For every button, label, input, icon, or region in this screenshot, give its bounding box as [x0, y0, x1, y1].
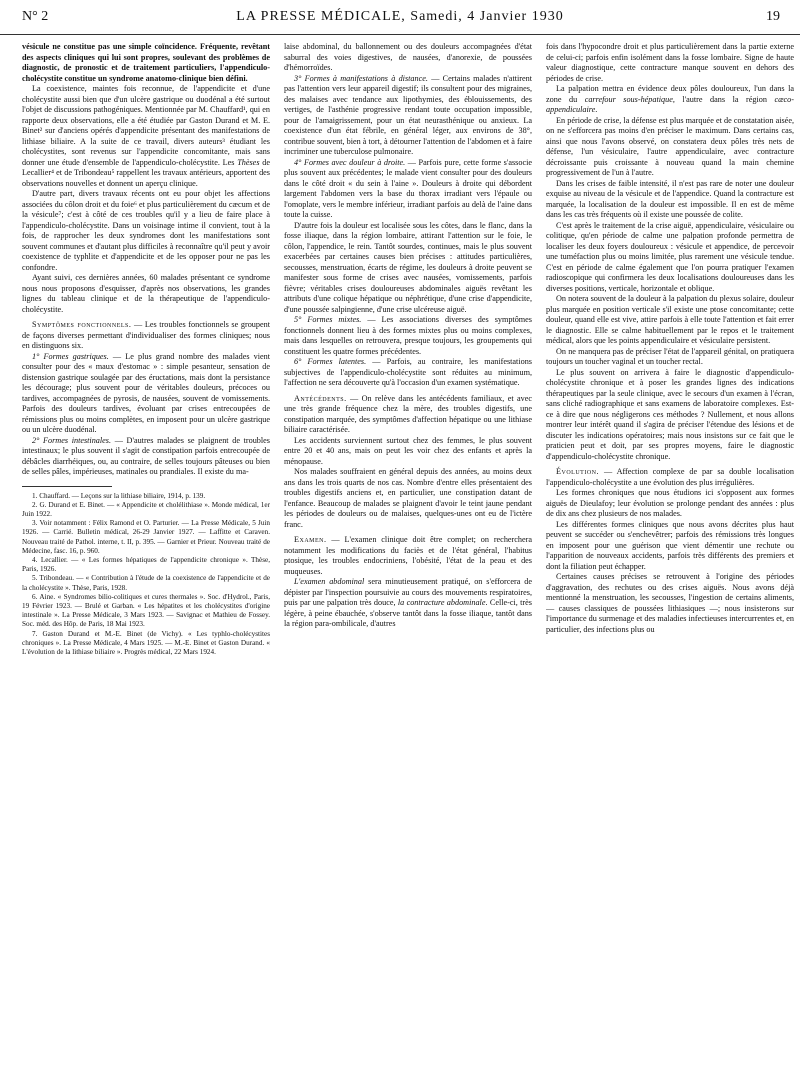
paragraph: fois dans l'hypocondre droit et plus particulièrement dans la partie externe de celui-ci; parfois enfin isolément dans la fosse lombaire. Signe de haute valeur diagnostique, cette contracture manque souvent en dehors des périodes de crise.: [546, 42, 794, 83]
paragraph: Dans les crises de faible intensité, il n'est pas rare de noter une douleur exquise au niveau de la vésicule et de l'appendice. Quand la contracture est marquée, la localisation de la douleur est impossible. Il en est de même dans les cas très fréquents où il existe une poussée de colite.: [546, 178, 794, 219]
paragraph: Nos malades souffraient en général depuis des années, au moins deux ans dans les trois quarts de nos cas. Nombre d'entre elles présentaient des troubles digestifs anciens et, en particulier, une constipation datant de l'enfance. Beaucoup de malades se plaignent d'avoir le teint jaune pendant les périodes de douleurs ou de malaises, quelques-unes ont eu de l'ictère franc.: [284, 467, 532, 529]
section-heading: Symptômes fonctionnels.: [32, 320, 132, 329]
paragraph: La coexistence, maintes fois reconnue, de l'appendicite et d'une cholécystite aussi bien que d'un ulcère gastrique ou duodénal a été surtout l'objet de discussions pathogéniques. Mentionnée par M. Chauffard¹, qui en rapporte deux observations, elle a été étudiée par Gaston Durand et M. E. Binet² sur d'anciens opérés d'appendicite présentant des manifestations de lithiase biliaire. A la suite de ce travail, divers auteurs³ étudiant les cholécystites, sont revenus sur l'appendicite concomitante, mais sans donner une étude d'ensemble de l'appendiculo-cholécystite. Les Thèses de Lecallier⁴ et de Tribondeau⁵ rappellent les travaux antérieurs, apportent des observations nouvelles et donnent un aperçu clinique.: [22, 84, 270, 188]
section-heading: Examen.: [294, 535, 327, 544]
paragraph: Les différentes formes cliniques que nous avons décrites plus haut peuvent se succéder ou s'enchevêtrer; parfois des rémissions très longues en imposent pour une guérison que vient démentir une rechute ou l'apparition de nouveaux accidents, parfois très différents des premiers et dont la filiation peut échapper.: [546, 519, 794, 571]
section-antecedents: Antécédents. — On relève dans les antécédents familiaux, et avec une très grande fréquence chez la mère, des troubles digestifs, une constipation marquée, des symptômes d'affection hépatique ou une lithiase biliaire caractérisée.: [284, 393, 532, 434]
column-2: [284, 42, 532, 1074]
column-3: [546, 42, 794, 1074]
page-number-right: 19: [766, 9, 780, 24]
section-examen: Examen. — L'examen clinique doit être complet; on recherchera notamment les modifications du faciès et de l'état général, l'habitus ptosique, les troubles endocriniens, l'obésité, l'état de la peau et des muqueuses.: [284, 535, 532, 576]
page-number-left: N° 2: [22, 9, 49, 24]
paragraph: C'est après le traitement de la crise aiguë, appendiculaire, vésiculaire ou colitique, qu'en période de calme une palpation profonde permettra de localiser les deux foyers douloureux : vésicule et appendice, de percevoir une tuméfaction plus ou moins limitée, plus rarement une vésicule tendue. C'est en période de calme également que l'on pourra pratiquer l'examen radioscopique qui confirmera les deux localisations douloureuses dans les diverses positions, verticale, horizontale et oblique.: [546, 220, 794, 293]
footnote: 4. Lecallier. — « Les formes hépatiques de l'appendicite chronique ». Thèse, Paris, 1926.: [22, 555, 270, 574]
paragraph: La palpation mettra en évidence deux pôles douloureux, l'un dans la zone du carrefour sous-hépatique, l'autre dans la région cæco-appendiculaire.: [546, 84, 794, 114]
footnote: 6. Aine. « Syndromes bilio-colitiques et cures thermales ». Soc. d'Hydrol., Paris, 19 Février 1923. — Brulé et Garban. « Les hépatites et les cholécystites d'origine intestinale ». La Presse Médicale, 3 Mars 1923. — Savignac et Mathieu de Fossey. Soc. méd. des Hôp. de Paris, 18 Mai 1923.: [22, 592, 270, 629]
paragraph: 6° Formes latentes. — Parfois, au contraire, les manifestations subjectives de l'appendiculo-cholécystite sont réduites au minimum, l'affection ne sera découverte qu'à l'occasion d'un examen systématique.: [284, 357, 532, 387]
footnote: 1. Chauffard. — Leçons sur la lithiase biliaire, 1914, p. 139.: [32, 491, 206, 500]
paragraph: Le plus souvent on arrivera à faire le diagnostic d'appendiculo-cholécystite chronique et à poser les grandes lignes des indications thérapeutiques par la seule clinique, avec le secours d'un examen à l'écran, sans cliché radiographique et sans examens de laboratoire complexes. Est-ce à dire que nous négligerons ces méthodes ? Nullement, et nous allons montrer leur intérêt quand il s'agira de préciser l'étendue des lésions et de discuter les indications opératoires; mais nous insistons sur ce fait que le praticien peut et doit, par ses propres moyens, faire le diagnostic d'appendiculo-cholécystite chronique.: [546, 367, 794, 461]
footnote: 3. Voir notamment : Félix Ramond et O. Parturier. — La Presse Médicale, 5 Juin 1926. — Carrié. Bulletin médical, 26-29 Janvier 1927. — Laffitte et Caraven. Nouveau traité de Pathol. interne, t. II, p. 395. — Garnier et Prieur. Nouveau traité de Médecine, fasc. 16, p. 960.: [22, 519, 270, 555]
paragraph: On notera souvent de la douleur à la palpation du plexus solaire, douleur plus marquée en position verticale s'il existe une ptose concomitante; cette douleur, quand elle est vive, attire parfois à elle toute l'attention et fait errer le diagnostic. Elle se calme habituellement par le repos et le traitement médical, alors que les points appendiculaire et vésiculaire persistent.: [546, 294, 794, 345]
section-heading: Antécédents.: [294, 393, 347, 403]
section-symptomes: Symptômes fonctionnels. — Les troubles fonctionnels se groupent de façons diverses permettant d'individualiser des formes cliniques; nous en distinguons six.: [22, 320, 270, 350]
paragraph: 1° Formes gastriques. — Le plus grand nombre des malades vient consulter pour des « maux d'estomac » : simple pesanteur, sensation de distension gastrique soulagée par des éructations, mais dont la persistance les décourage; plus souvent pour de véritables douleurs, précoces ou tardives, accompagnées de pyrosis, de nausées, souvent de vomissements. Parfois des douleurs tardives, évoluant par crises entrecoupées de rémissions plus ou moins complètes, en imposent pour un ulcère gastrique ou un ulcère duodénal.: [22, 351, 270, 434]
paragraph: D'autre part, divers travaux récents ont eu pour objet les affections associées du côlon droit et du foie⁶ et plus particulièrement du cæcum et de la vésicule⁷; c'est à côté de ces troubles qu'il y a lieu de faire place à l'appendiculo-cholécystite. Dans un voisinage intime il convient, tout à la fois, de rapprocher les deux syndromes dont les manifestations sont souvent communes et d'autant plus difficiles à reconnaître qu'il peut y avoir coexistence de typhlite et d'appendicite et de les opposer pour ne pas les confondre.: [22, 189, 270, 272]
paragraph: 2° Formes intestinales. — D'autres malades se plaignent de troubles intestinaux; le plus souvent il s'agit de constipation parfois entrecoupée de débâcles diarrhéiques, ou, au contraire, de selles toujours pâteuses ou bien de selles pâles, impérieuses, matinales ou prandiales. Il existe du ma-: [22, 435, 270, 476]
page-header: [0, 0, 800, 35]
paragraph: On ne manquera pas de préciser l'état de l'appareil génital, on pratiquera toujours un toucher vaginal et un toucher rectal.: [546, 346, 794, 366]
section-heading: Évolution.: [556, 467, 600, 476]
footnote-divider: [22, 486, 112, 487]
footnote: 5. Tribondeau. — « Contribution à l'étude de la coexistence de l'appendicite et de la cholécystite ». Thèse, Paris, 1928.: [22, 574, 270, 592]
paragraph: 5° Formes mixtes. — Les associations diverses des symptômes fonctionnels donnent lieu à des formes mixtes plus ou moins complexes, mais dans lesquelles on retrouvera, presque toujours, les groupements qui constituent les quatre formes précédentes.: [284, 315, 532, 356]
paragraph: Ayant suivi, ces dernières années, 60 malades présentant ce syndrome nous nous proposons d'esquisser, d'après nos observations, les grandes lignes du tableau clinique et de la thérapeutique de l'appendiculo-cholécystite.: [22, 273, 270, 314]
column-1: [22, 42, 270, 1074]
paragraph: Certaines causes précises se retrouvent à l'origine des périodes d'aggravation, des rechutes ou des crises aiguës. Nous avons déjà mentionné la menstruation, les secousses, l'ingestion de certains aliments, — causes classiques de poussées lithiasiques —; nous insisterons sur l'importance du surmenage et des maladies infectieuses intercurrentes et, en particulier, des infections plus ou: [546, 572, 794, 634]
paragraph: D'autre fois la douleur est localisée sous les côtes, dans le flanc, dans la fosse iliaque, dans la région lombaire, attirant l'attention sur le foie, le côlon, l'appendice, le rein. Tantôt sourdes, continues, mais le plus souvent exacerbées par certaines causes bien précises : attitudes particulières, secousses, menstruation, écarts de régime, les douleurs à droite peuvent se manifester sous forme de crises avec nausées, vomissements, parfois fièvre; véritables crises douloureuses abdominales aiguës revêtant les attributs d'une colique hépatique ou néphrétique, d'une crise d'appendicite, d'une poussée salpingienne, d'une crise ulcéreuse aiguë.: [284, 220, 532, 314]
paragraph: 4° Formes avec douleur à droite. — Parfois pure, cette forme s'associe plus souvent aux précédentes; le malade vient consulter pour des douleurs dans le côté droit « du sein à l'aine ». Douleurs à droite qui débordent largement l'abdomen vers la base du thorax irradiant vers l'épaule ou l'omoplate, vers le membre inférieur, irradiant parfois au delà de l'aine dans toute la cuisse.: [284, 157, 532, 219]
paragraph: laise abdominal, du ballonnement ou des douleurs accompagnées d'état saburral des voies digestives, de nausées, d'anorexie, de poussées d'hémorroïdes.: [284, 42, 532, 72]
paragraph: En période de crise, la défense est plus marquée et de constatation aisée, on ne s'efforcera pas moins d'en préciser le maximum. Dans certains cas, ainsi que nous l'avons observé, on constatera deux pôles très nets de défense, l'un vésiculaire, l'autre appendiculaire, avec contracture décroissante puis croissante à nouveau quand la main chemine progressivement de l'un à l'autre.: [546, 115, 794, 177]
footnote: 7. Gaston Durand et M.-E. Binet (de Vichy). « Les typhlo-cholécystites chroniques ». La Presse Médicale, 4 Mars 1925. — M.-E. Binet et Gaston Durand. « L'évolution de la lithiase biliaire ». Progrès médical, 22 Mars 1924.: [22, 629, 270, 656]
paragraph: L'examen abdominal sera minutieusement pratiqué, on s'efforcera de dépister par l'inspection poursuivie au cours des mouvements respiratoires, puis par une palpation très douce, la contracture abdominale. Celle-ci, très légère, à peine ébauchée, s'observe tantôt dans la fosse iliaque, tantôt dans la région para-ombilicale, d'autres: [284, 577, 532, 628]
paragraph: Les formes chroniques que nous étudions ici s'opposent aux formes aiguës de Dieulafoy; leur évolution se prolonge pendant des années : plus de dix ans chez plusieurs de nos malades.: [546, 488, 794, 518]
section-evolution: Évolution. — Affection complexe de par sa double localisation l'appendiculo-cholécystite a une évolution des plus irrégulières.: [546, 467, 794, 487]
paragraph: 3° Formes à manifestations à distance. — Certains malades n'attirent pas l'attention vers leur appareil digestif; ils consultent pour des migraines, des malaises avec tendance aux lipothymies, des éblouissements, des vertiges, de l'asthénie progressive rendant toute occupation impossible, pour de l'amaigrissement, pour un état neurasthénique ou anxieux. La coexistence d'un état fébrile, en général léger, aux environs de 38°, contribue souvent, bien à tort, à détourner l'attention de l'abdomen et à faire incriminer une tuberculose pulmonaire.: [284, 73, 532, 156]
journal-title: LA PRESSE MÉDICALE, Samedi, 4 Janvier 1930: [236, 9, 564, 24]
paragraph: vésicule ne constitue pas une simple coïncidence. Fréquente, revêtant des aspects cliniques qui lui sont propres, soulevant des problèmes de diagnostic, de pronostic et de traitement particuliers, l'appendiculo-cholécystite constitue un syndrome anatomo-clinique bien défini.: [22, 42, 270, 83]
footnote: 2. G. Durand et E. Binet. — « Appendicite et cholélithiase ». Monde médical, 1er Juin 1922.: [22, 500, 270, 518]
paragraph: Les accidents surviennent surtout chez des femmes, le plus souvent entre 20 et 40 ans, mais on peut les voir chez des enfants et après la ménopause.: [284, 435, 532, 466]
